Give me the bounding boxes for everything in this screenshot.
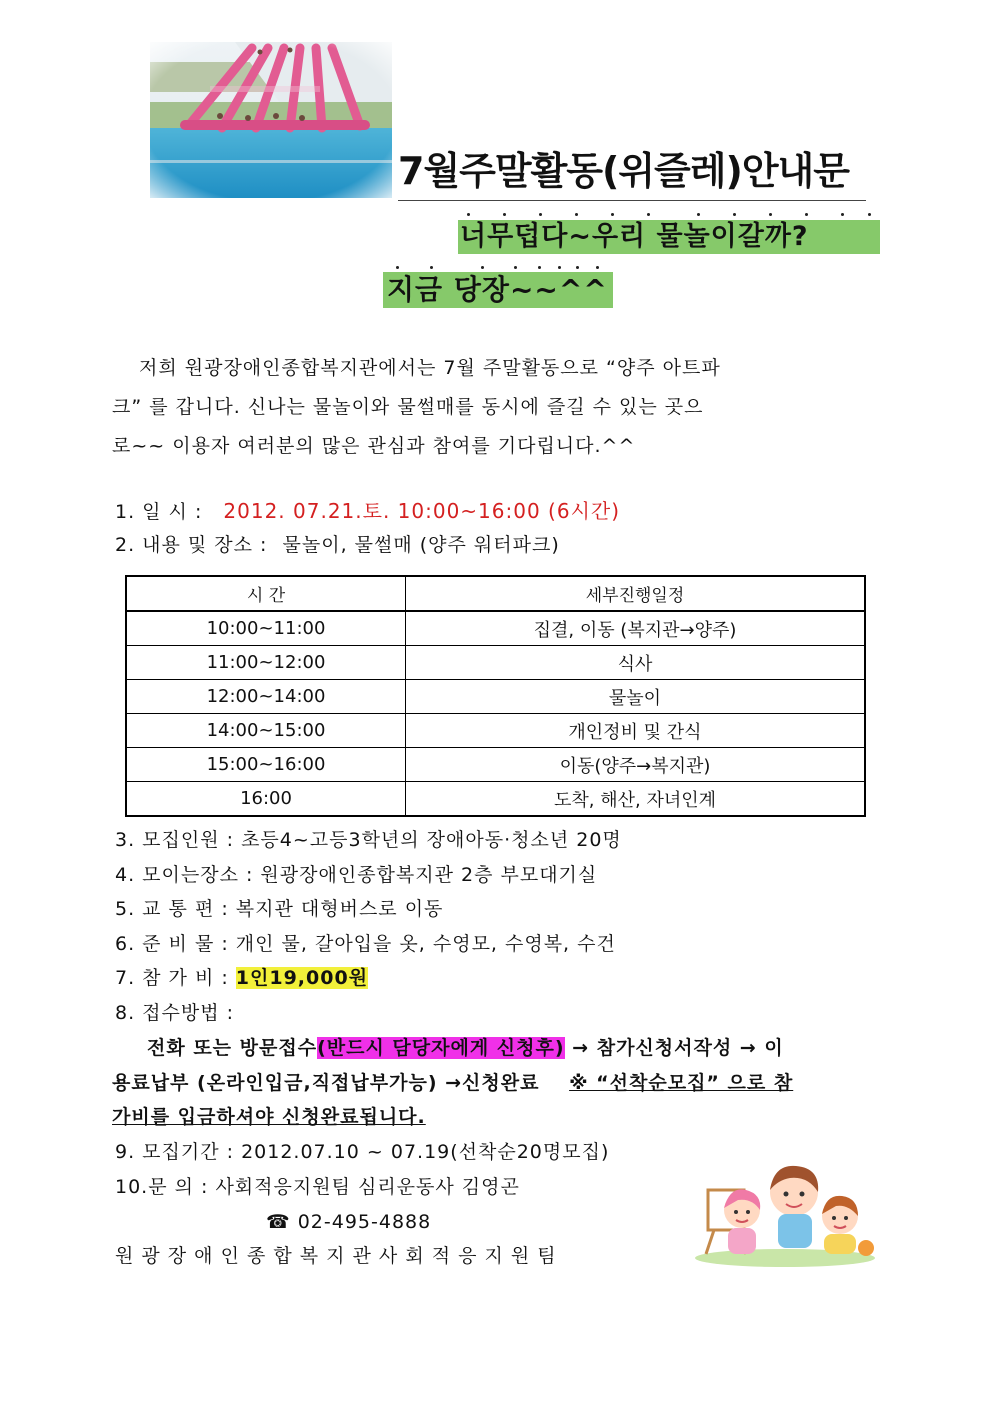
method-line-1 — [147, 1031, 784, 1065]
table-cell-detail: 이동(양주→복지관) — [406, 748, 866, 782]
slogan-line-2: 지금 당장~~^^ — [383, 272, 613, 308]
table-row — [126, 680, 865, 714]
table-header-time: 시 간 — [126, 576, 406, 611]
method-steps: → 참가신청서작성 → 이 — [564, 1037, 784, 1059]
table-row — [126, 782, 865, 817]
water-slide-photo — [150, 42, 392, 198]
method-note: (반드시 담당자에게 신청후) — [317, 1037, 565, 1059]
place-item — [115, 528, 560, 562]
table-header-row — [126, 576, 865, 611]
page-title: 7월주말활동(위즐레)안내문 — [398, 149, 849, 193]
table-cell-time: 16:00 — [126, 782, 406, 817]
intro-line-1: 저희 원광장애인종합복지관에서는 7월 주말활동으로 “양주 아트파 — [139, 357, 721, 379]
fee-label: 7. 참 가 비 : — [115, 967, 229, 989]
date-label: 1. 일 시 : — [115, 501, 203, 523]
date-value: 2012. 07.21.토. 10:00~16:00 (6시간) — [223, 499, 621, 523]
intro-line-2: 크” 를 갑니다. 신나는 물놀이와 물썰매를 동시에 즐길 수 있는 곳으 — [112, 396, 704, 418]
slogan-line-1: 너무덥다~우리 물놀이갈까? — [458, 220, 880, 254]
table-row — [126, 748, 865, 782]
method-label: 8. 접수방법 : — [115, 1002, 235, 1024]
fee-value: 1인19,000원 — [235, 967, 369, 989]
method-line-3: 가비를 입금하셔야 신청완료됩니다. — [112, 1106, 426, 1128]
method-payment: 용료납부 (온라인입금,직접납부가능) →신청완료 — [112, 1072, 540, 1094]
transport-item: 5. 교 통 편 : 복지관 대형버스로 이동 — [115, 898, 444, 920]
supplies-item: 6. 준 비 물 : 개인 물, 갈아입을 옷, 수영모, 수영복, 수건 — [115, 933, 616, 955]
table-cell-time: 15:00~16:00 — [126, 748, 406, 782]
date-item — [115, 494, 620, 529]
kids-illustration — [690, 1150, 880, 1268]
table-cell-time: 10:00~11:00 — [126, 611, 406, 646]
intro-line-3: 로~~ 이용자 여러분의 많은 관심과 참여를 기다립니다.^^ — [112, 435, 636, 457]
table-cell-time: 14:00~15:00 — [126, 714, 406, 748]
contact-item: 10.문 의 : 사회적응지원팀 심리운동사 김영곤 — [115, 1176, 520, 1198]
table-cell-detail: 도착, 해산, 자녀인계 — [406, 782, 866, 817]
table-row — [126, 611, 865, 646]
period-item: 9. 모집기간 : 2012.07.10 ~ 07.19(선착순20명모집) — [115, 1141, 610, 1163]
table-row — [126, 646, 865, 680]
phone-number: ☎ 02-495-4888 — [266, 1211, 432, 1233]
table-row — [126, 714, 865, 748]
method-first-come-note: ※ “선착순모집” 으로 참 — [569, 1072, 794, 1094]
place-value: 물놀이, 물썰매 (양주 워터파크) — [282, 534, 560, 556]
table-header-detail: 세부진행일정 — [406, 576, 866, 611]
fee-item — [115, 961, 368, 995]
organization-name: 원 광 장 애 인 종 합 복 지 관 사 회 적 응 지 원 팀 — [115, 1245, 557, 1267]
table-cell-detail: 물놀이 — [406, 680, 866, 714]
table-cell-detail: 집결, 이동 (복지관→양주) — [406, 611, 866, 646]
title-divider — [398, 200, 866, 201]
table-cell-time: 12:00~14:00 — [126, 680, 406, 714]
place-label: 2. 내용 및 장소 : — [115, 534, 268, 556]
meeting-place-item: 4. 모이는장소 : 원광장애인종합복지관 2층 부모대기실 — [115, 864, 598, 886]
table-cell-detail: 식사 — [406, 646, 866, 680]
schedule-table — [125, 575, 866, 817]
method-line-2 — [112, 1066, 793, 1100]
method-phone-visit: 전화 또는 방문접수 — [147, 1037, 318, 1059]
recruit-item: 3. 모집인원 : 초등4~고등3학년의 장애아동·청소년 20명 — [115, 829, 622, 851]
table-cell-time: 11:00~12:00 — [126, 646, 406, 680]
table-cell-detail: 개인정비 및 간식 — [406, 714, 866, 748]
